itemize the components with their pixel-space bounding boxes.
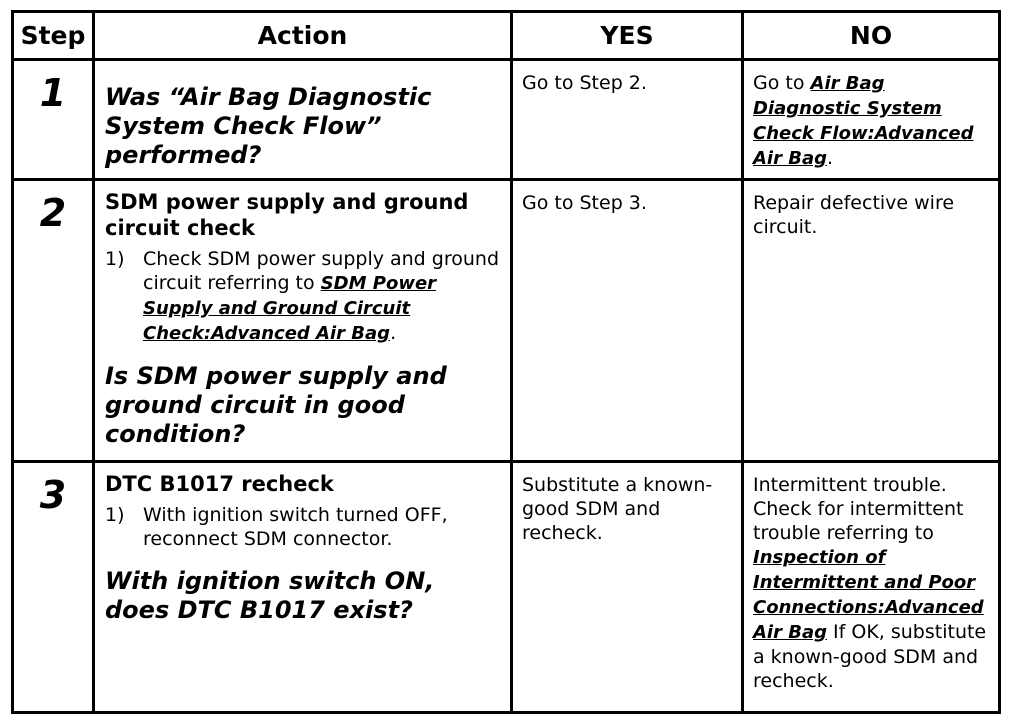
yes-cell: Go to Step 3. xyxy=(512,180,743,462)
header-no: NO xyxy=(743,12,1000,60)
question-text: Was “Air Bag Diagnostic System Check Flow” performed? xyxy=(105,83,432,169)
step-title: SDM power supply and ground circuit check xyxy=(105,190,469,240)
action-cell xyxy=(94,60,512,180)
sub-step-text: With ignition switch turned OFF, reconnect SDM connector. xyxy=(143,504,448,550)
action-cell xyxy=(94,180,512,462)
step-number: 1 xyxy=(13,60,94,180)
sub-step xyxy=(105,503,500,551)
question-text: Is SDM power supply and ground circuit in good condition? xyxy=(105,362,447,448)
action-cell xyxy=(94,462,512,713)
sub-step xyxy=(105,247,500,346)
table-row xyxy=(13,180,1000,462)
table-row xyxy=(13,462,1000,713)
diagnostic-table xyxy=(11,10,1001,714)
no-text: Intermittent trouble. Check for intermittent trouble referring to xyxy=(753,474,964,544)
step-number: 3 xyxy=(13,462,94,713)
question-text: With ignition switch ON, does DTC B1017 exist? xyxy=(105,567,435,624)
sub-step-suffix: . xyxy=(390,322,397,344)
sub-step-text: Check SDM power supply and ground circuit referring to xyxy=(143,248,500,294)
yes-cell: Substitute a known-good SDM and recheck. xyxy=(512,462,743,713)
header-action: Action xyxy=(94,12,512,60)
sub-step-number: 1) xyxy=(105,248,125,270)
reference-link[interactable]: SDM Power Supply and Ground Circuit Check:Advanced Air Bag xyxy=(143,273,437,344)
header-step: Step xyxy=(13,12,94,60)
table-row xyxy=(13,60,1000,180)
sub-step-number: 1) xyxy=(105,504,125,526)
reference-link[interactable]: Inspection of Intermittent and Poor Connections:Advanced Air Bag xyxy=(753,547,984,643)
no-cell xyxy=(743,60,1000,180)
step-number: 2 xyxy=(13,180,94,462)
no-cell: Repair defective wire circuit. xyxy=(743,180,1000,462)
no-suffix: If OK, substitute a known-good SDM and recheck. xyxy=(753,621,987,692)
reference-link[interactable]: Air Bag Diagnostic System Check Flow:Advanced Air Bag xyxy=(753,73,974,169)
no-text: Go to xyxy=(753,72,811,94)
no-suffix: . xyxy=(827,147,834,169)
sub-step-text-wrap xyxy=(143,247,500,346)
header-row xyxy=(13,12,1000,60)
header-yes: YES xyxy=(512,12,743,60)
yes-cell: Go to Step 2. xyxy=(512,60,743,180)
step-title: DTC B1017 recheck xyxy=(105,472,334,496)
no-cell xyxy=(743,462,1000,713)
